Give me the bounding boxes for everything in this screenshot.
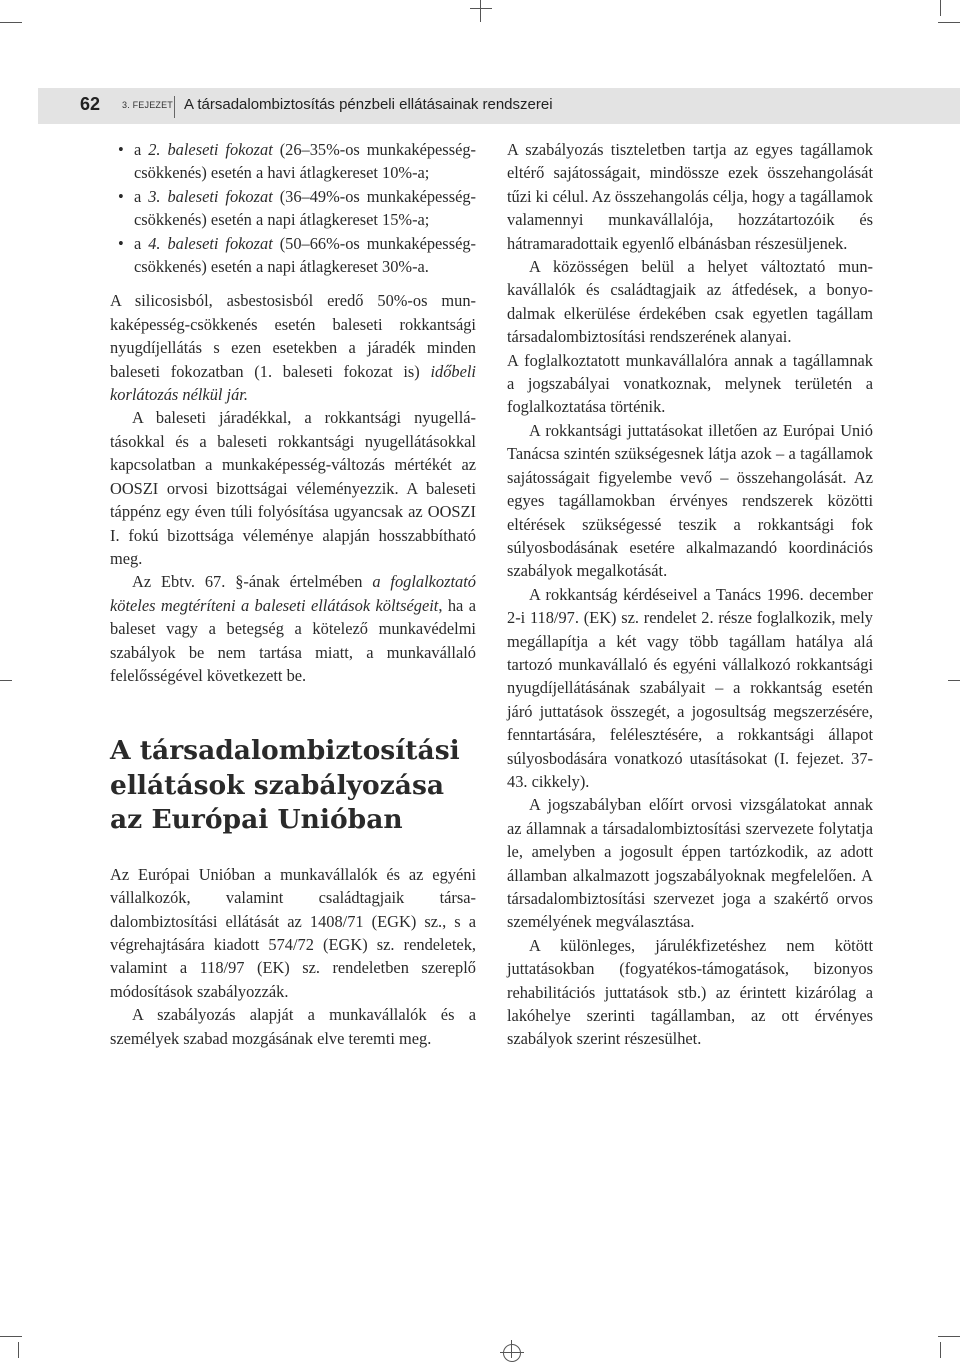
crop-mark-top-center-v — [480, 0, 481, 22]
list-item: • a 4. baleseti fokozat (50–66%-os munkaképesség-csökkenés) esetén a napi átlagkereset 30%-a. — [118, 233, 476, 277]
paragraph: A rokkantság kérdéseivel a Tanács 1996. december 2-i 118/97. (EK) sz. rendelet 2. része foglalkozik, mely megállapítja a két vagy több tagállam hatálya alá tartozó munkavállaló és egyéni vállalkozó rokkantsági nyugdíjellátásának szabályait – a rokkantság esetén járó juttatások összegét, a jogosultság megszerzésére, fenntartására, felélesztésére, a rokkantsági állapot súlyosbodására vonatkozó utasításokat (I. fejezet. 37-43. cikkely). — [507, 584, 873, 791]
benefit-level-list — [110, 138, 476, 278]
crop-mark-bottom-left-v — [18, 1342, 19, 1358]
bullet-icon: • — [118, 186, 124, 206]
crop-mark-bottom-right — [938, 1336, 960, 1337]
crop-mark-right-mid — [948, 680, 960, 681]
paragraph: A szabályozás alapját a munkavállalók és a személyek szabad mozgásának elve teremti meg. — [110, 1005, 476, 1048]
bullet-icon: • — [118, 233, 124, 253]
crop-mark-top-right — [938, 22, 960, 23]
paragraph: A silicosisból, asbestosisból eredő 50%-os munkaképesség-csökkenés esetén baleseti rokkantsági nyugdíjellátás s ezen esetekben a járadék minden baleseti fokozatban (1. baleseti fokozat is) időbeli korlátozás nélkül jár. — [110, 291, 476, 405]
paragraph: A különleges, járulékfizetéshez nem kötött juttatásokban (fogyatékos-támogatások, bizonyos rehabilitációs juttatások stb.) az érintett kizárólag a lakóhelye szerinti tagállamban, az ott érvényes szabályok szerint részesülhet. — [507, 935, 873, 1049]
paragraph: A jogszabályban előírt orvosi vizsgálatokat annak az államnak a társadalombiztosítási szervezete folytatja le, amelyben a jogosult éppen tartózkodik, az adott államban alkalmazott jogszabályoknak megfelelően. A társadalombiztosítási szervezet joga a szakértő orvos személyének megválasztása. — [507, 795, 873, 932]
paragraph: Az Ebtv. 67. §-ának értelmében a foglalkoztató köteles megtéríteni a baleseti ellátások költségeit, ha a baleset vagy a betegség a kötelező munkavédelmi szabályok be nem tartása miatt, a munkavállaló felelősségével következett be. — [110, 572, 477, 685]
list-item: • a 3. baleseti fokozat (36–49%-os munkaképesség-csökkenés) esetén a napi átlagkereset 15%-a; — [118, 186, 476, 230]
crop-mark-bottom-left — [0, 1336, 22, 1337]
paragraph: A rokkantsági juttatásokat illetően az Európai Unió Tanácsa szintén szükségesnek látja azok – a tagállamok sajátosságait figyelembe vevő – összehangolását. Az egyes tagállamokban érvényes rendszerek közötti eltérések szükségessé teszik a rokkantsági fok súlyosbodásának esetére alkalmazandó koordinációs szabályok megalkotását. — [507, 420, 873, 581]
paragraph: A foglalkoztatott munkavállalóra annak a tagállamnak a jogszabályai vonatkoznak, melynek területén a foglalkoztatása történik. — [507, 350, 873, 417]
crop-mark-left-mid — [0, 680, 12, 681]
running-header — [38, 88, 960, 124]
right-column — [507, 138, 873, 1051]
registration-circle-bottom — [503, 1344, 521, 1362]
crop-mark-top-right-v — [940, 0, 941, 16]
crop-mark-top-center-h — [470, 8, 492, 9]
header-divider — [174, 96, 175, 118]
paragraph: A szabályozás tiszteletben tartja az egyes tagállamok eltérő sajátosságait, mindössze ezek összehangolását tűzi ki célul. Az összehangolás célja, hogy a tagállamok valamennyi munkavállalója, hozzátartozóik és hátramaradottaik egyenlő elbánásban részesüljenek. — [507, 140, 873, 253]
bullet-icon: • — [118, 140, 124, 159]
chapter-label: 3. FEJEZET — [122, 100, 174, 110]
section-heading: A társadalombiztosítási ellátások szabályozása az Európai Unióban — [110, 735, 460, 836]
page-number: 62 — [80, 94, 101, 114]
running-title: A társadalombiztosítás pénzbeli ellátásainak rendszerei — [184, 96, 553, 113]
crop-mark-top-left — [0, 22, 22, 23]
paragraph: Az Európai Unióban a munkavállalók és az egyéni vállalkozók, valamint családtagjaik társadalombiztosítási ellátását az 1408/71 (EGK) sz., s a végrehajtására kiadott 574/72 (EGK) sz. rendeletek, valamint a 118/97 (EK) sz. rendeletben szereplő módosítások szabályozzák. — [110, 864, 476, 1001]
left-column — [110, 138, 476, 1050]
crop-mark-bottom-center-h — [500, 1352, 524, 1353]
list-item: • a 2. baleseti fokozat (26–35%-os munkaképesség-csökkenés) esetén a havi átlagkereset 10%-a; — [118, 140, 476, 183]
paragraph: A baleseti járadékkal, a rokkantsági nyugellátásokkal és a baleseti rokkantsági nyugellátásokkal kapcsolatban a munkaképesség-változás mértékét az OOSZI orvosi bizottságai véleményezzik. A baleseti táppénz egy éven túli folyósítása ugyancsak az OOSZI I. fokú bizottsága véleménye alapján hosszabbítható meg. — [110, 408, 476, 568]
crop-mark-bottom-right-v — [940, 1342, 941, 1358]
paragraph: A közösségen belül a helyet változtató munkavállalók és családtagjaik az átfedések, a bonyodalmak elkerülése érdekében csak egyetlen tagállam társadalombiztosítási rendszerének alanyai. — [507, 257, 873, 347]
